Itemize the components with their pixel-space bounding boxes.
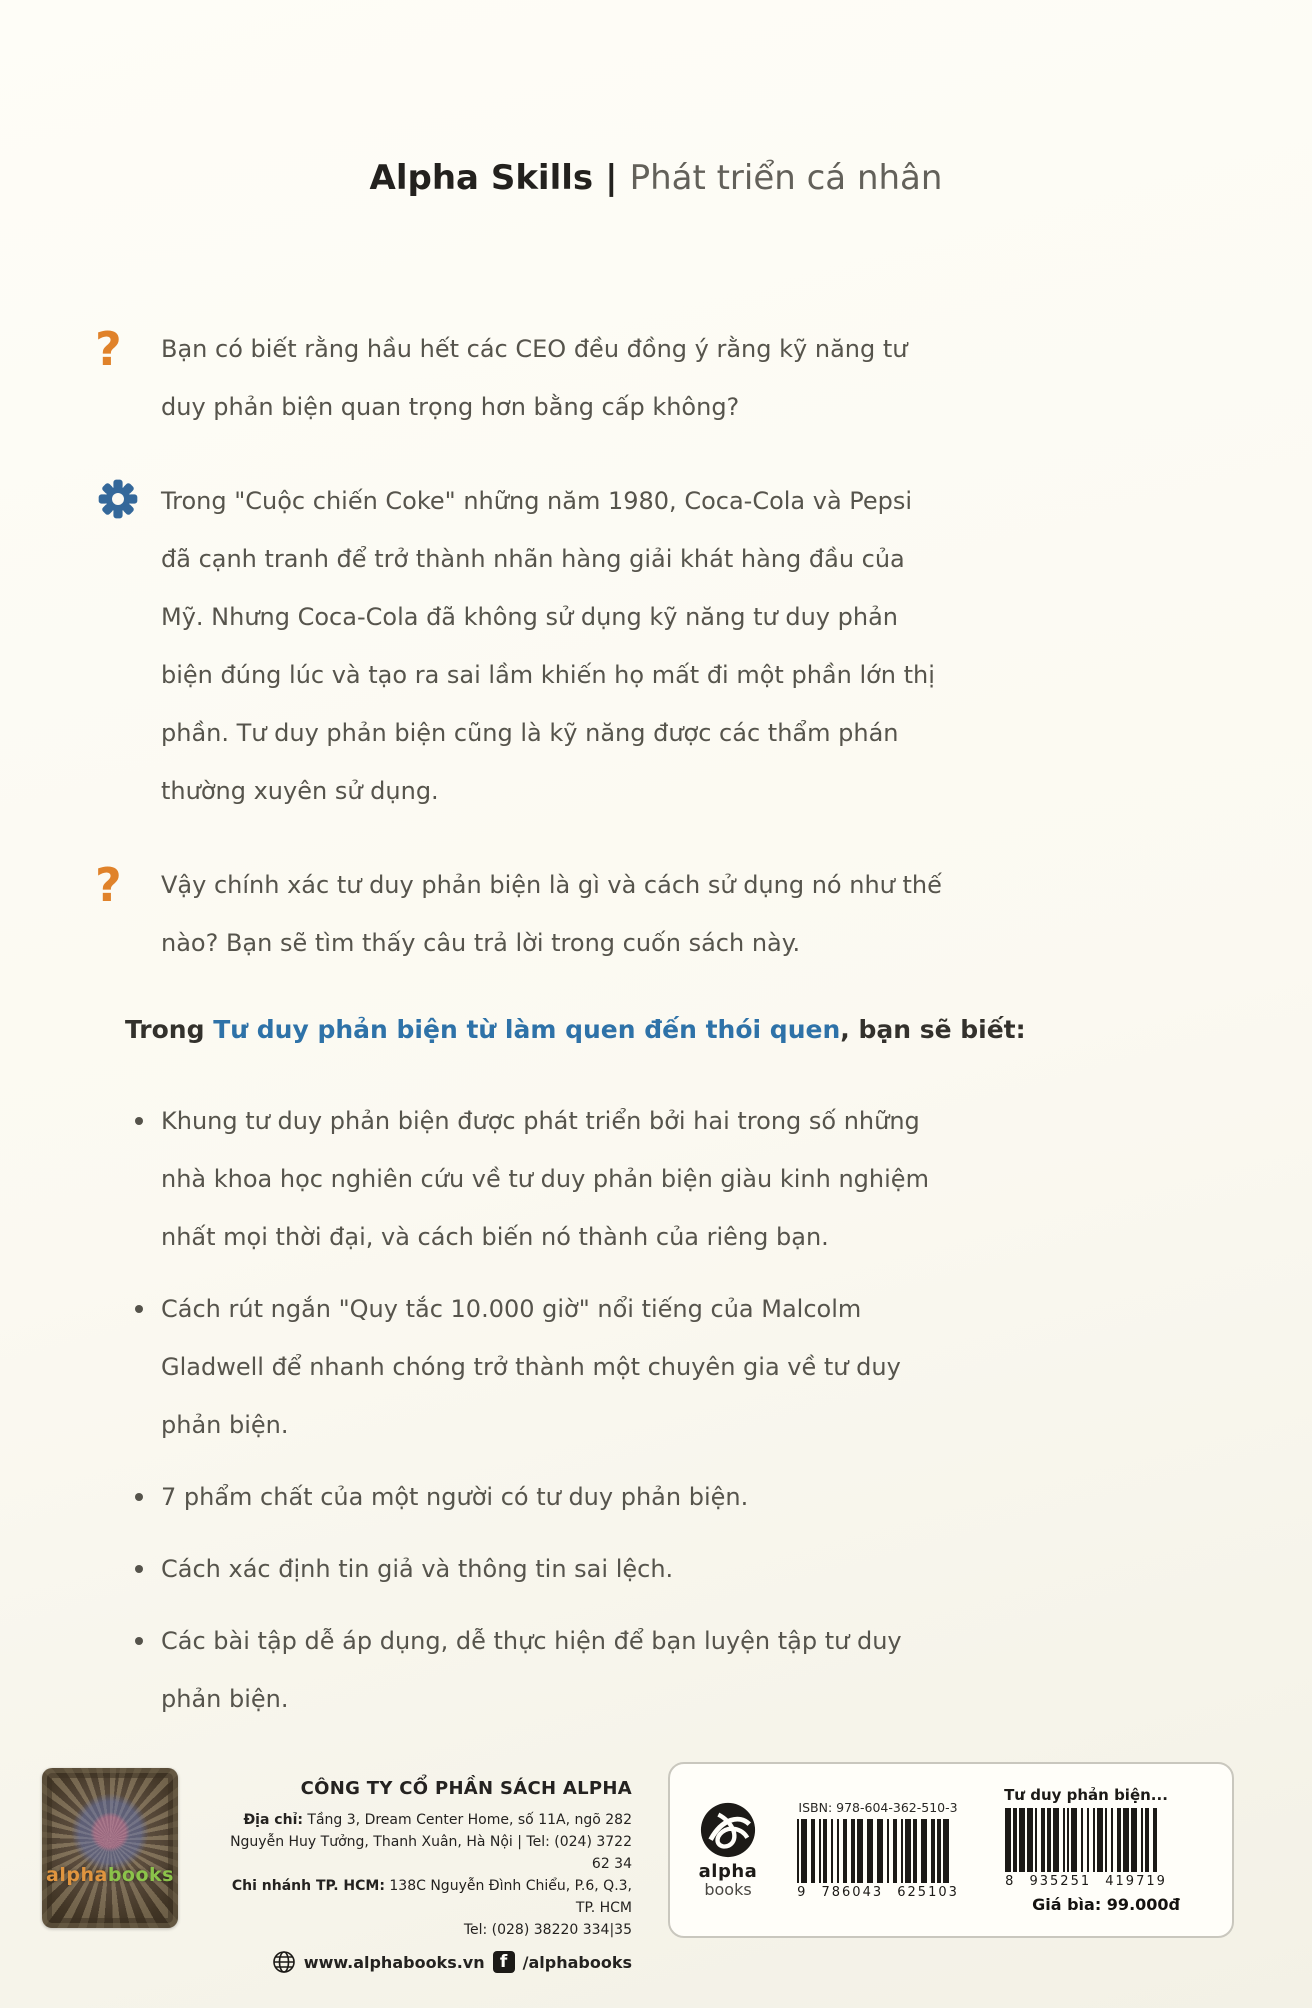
bullet-item-2	[95, 1280, 1015, 1454]
logo-word-alpha: alpha	[698, 1861, 758, 1882]
back-cover-body	[95, 320, 1026, 1742]
short-title: Tư duy phản biện...	[1004, 1786, 1168, 1804]
bullet-item-3	[95, 1468, 1015, 1526]
barcode-price-card	[668, 1762, 1234, 1938]
publisher-name: CÔNG TY CỔ PHẦN SÁCH ALPHA	[300, 1778, 632, 1799]
publisher-tel-line: Tel: (028) 38220 334|35	[463, 1922, 632, 1938]
bullet-dot	[135, 1305, 143, 1313]
paragraph-line: phần. Tư duy phản biện cũng là kỹ năng được các thẩm phán	[161, 719, 899, 747]
publisher-branch-line: Chi nhánh TP. HCM: 138C Nguyễn Đình Chiểu, P.6, Q.3, TP. HCM	[231, 1878, 632, 1916]
publisher-address-line-1: Địa chỉ: Tầng 3, Dream Center Home, số 11A, ngõ 282	[243, 1812, 632, 1828]
bullet-line: nhất mọi thời đại, và cách biến nó thành của riêng bạn.	[161, 1223, 829, 1251]
publisher-website: www.alphabooks.vn	[303, 1952, 485, 1972]
bullet-line: phản biện.	[161, 1411, 289, 1439]
ean-barcode-group	[986, 1786, 1186, 1914]
question-icon: ?	[95, 322, 122, 376]
paragraph-line: thường xuyên sử dụng.	[161, 777, 439, 805]
paragraph-line: Mỹ. Nhưng Coca-Cola đã không sử dụng kỹ năng tư duy phản	[161, 603, 898, 631]
isbn-digits: 9 786043 625103	[797, 1885, 959, 1900]
bullet-line: Khung tư duy phản biện được phát triển bởi hai trong số những	[161, 1107, 920, 1135]
gear-icon	[95, 476, 141, 526]
publisher-web-row	[210, 1950, 632, 1974]
bullet-line: Cách rút ngắn "Quy tắc 10.000 giờ" nổi tiếng của Malcolm	[161, 1295, 862, 1323]
series-title	[0, 158, 1312, 198]
publisher-info	[210, 1778, 632, 1974]
paragraph-line: đã cạnh tranh để trở thành nhãn hàng giải khát hàng đầu của	[161, 545, 905, 573]
bullet-dot	[135, 1637, 143, 1645]
bullet-line: phản biện.	[161, 1685, 289, 1713]
publisher-facebook: /alphabooks	[522, 1952, 632, 1972]
book-title-heading	[125, 1008, 1026, 1052]
bullet-item-4	[95, 1540, 1015, 1598]
bullet-item-1	[95, 1092, 1015, 1266]
bullet-line: Các bài tập dễ áp dụng, dễ thực hiện để bạn luyện tập tư duy	[161, 1627, 902, 1655]
heading-suffix: , bạn sẽ biết:	[840, 1015, 1026, 1044]
alphabooks-logo	[686, 1801, 770, 1899]
isbn-barcode	[797, 1819, 959, 1883]
bullet-line: Gladwell để nhanh chóng trở thành một chuyên gia về tư duy	[161, 1353, 901, 1381]
intro-gear	[95, 472, 1015, 820]
isbn-label: ISBN: 978-604-362-510-3	[798, 1800, 958, 1815]
book-title: Tư duy phản biện từ làm quen đến thói quen	[213, 1015, 841, 1044]
price-label: Giá bìa: 99.000đ	[1032, 1895, 1180, 1914]
heading-prefix: Trong	[125, 1015, 214, 1044]
ean-barcode	[1005, 1808, 1167, 1872]
paragraph-line: nào? Bạn sẽ tìm thấy câu trả lời trong cuốn sách này.	[161, 929, 801, 957]
alphabooks-logo-icon	[699, 1801, 757, 1859]
paragraph-line: biện đúng lúc và tạo ra sai lầm khiến họ mất đi một phần lớn thị	[161, 661, 935, 689]
series-category: Phát triển cá nhân	[629, 158, 943, 198]
branch-label: Chi nhánh TP. HCM:	[231, 1878, 385, 1894]
ean-digits: 8 935251 419719	[1005, 1874, 1167, 1889]
question-icon: ?	[95, 858, 122, 912]
bullet-line: Cách xác định tin giả và thông tin sai lệch.	[161, 1555, 674, 1583]
bullet-line: 7 phẩm chất của một người có tư duy phản biện.	[161, 1483, 749, 1511]
paragraph-line: duy phản biện quan trọng hơn bằng cấp không?	[161, 393, 740, 421]
intro-question-2	[95, 856, 1015, 972]
bullet-line: nhà khoa học nghiên cứu về tư duy phản biện giàu kinh nghiệm	[161, 1165, 929, 1193]
bullet-dot	[135, 1493, 143, 1501]
publisher-address-line-2: Nguyễn Huy Tưởng, Thanh Xuân, Hà Nội | Tel: (024) 3722 62 34	[230, 1834, 632, 1872]
series-separator: |	[605, 158, 618, 198]
bullet-dot	[135, 1117, 143, 1125]
address-label: Địa chỉ:	[243, 1812, 303, 1828]
paragraph-line: Bạn có biết rằng hầu hết các CEO đều đồng ý rằng kỹ năng tư	[161, 335, 908, 363]
globe-icon	[272, 1950, 296, 1974]
intro-question-1	[95, 320, 1015, 436]
facebook-icon: f	[493, 1951, 515, 1973]
paragraph-line: Trong "Cuộc chiến Coke" những năm 1980, Coca-Cola và Pepsi	[161, 487, 913, 515]
bullet-dot	[135, 1565, 143, 1573]
isbn-barcode-group	[788, 1800, 968, 1900]
series-brand: Alpha Skills	[369, 158, 594, 198]
bullet-item-5	[95, 1612, 1015, 1728]
sticker-wordmark: alphabooks	[46, 1864, 174, 1886]
alphabooks-holographic-sticker	[42, 1768, 178, 1928]
logo-word-books: books	[704, 1880, 752, 1899]
paragraph-line: Vậy chính xác tư duy phản biện là gì và cách sử dụng nó như thế	[161, 871, 942, 899]
